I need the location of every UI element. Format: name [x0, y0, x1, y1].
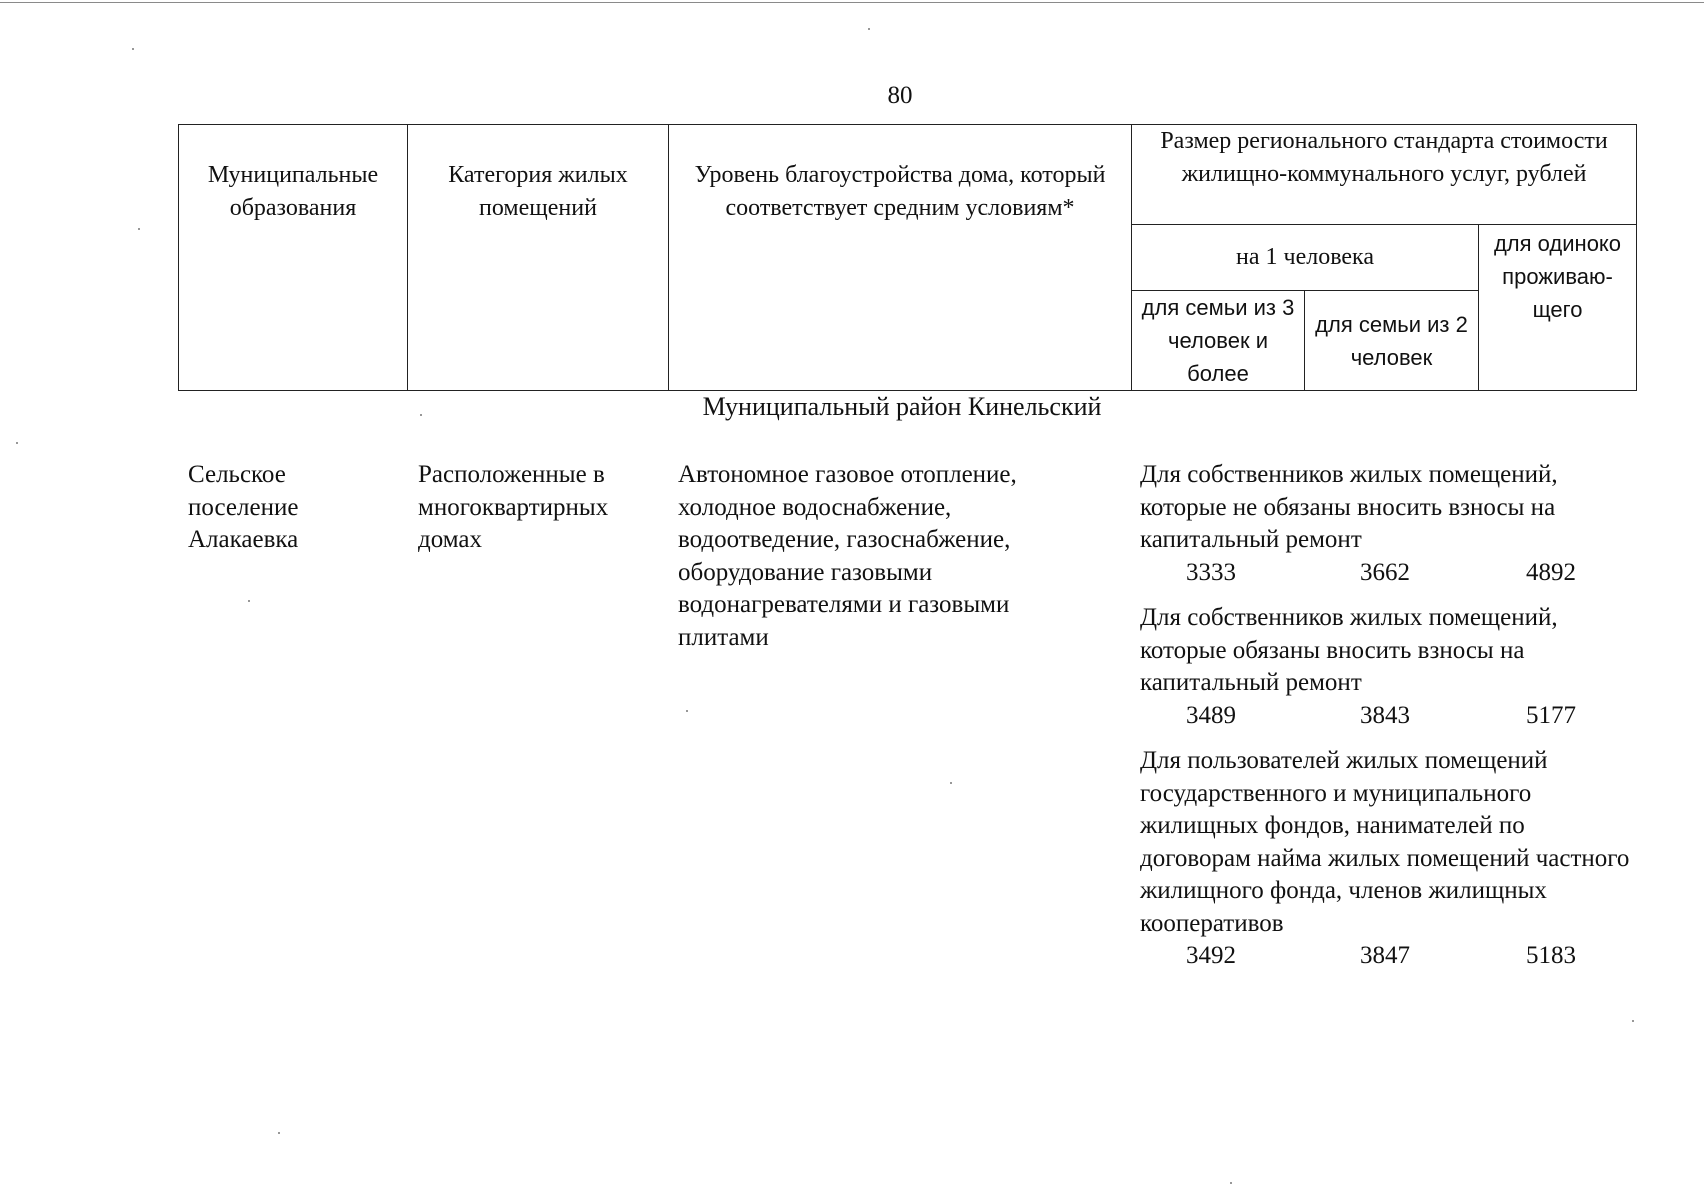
scan-speck	[138, 228, 140, 230]
scan-speck	[1230, 1182, 1232, 1184]
header-single: для одиноко проживаю-щего	[1479, 225, 1637, 391]
header-municipality: Муниципальные образования	[179, 125, 408, 391]
group-values	[1140, 940, 1640, 973]
scan-speck	[868, 28, 870, 30]
scan-speck	[420, 414, 422, 416]
scan-speck	[278, 1132, 280, 1134]
value-family-3: 3489	[1186, 701, 1236, 729]
header-family-2: для семьи из 2 человек	[1305, 291, 1479, 391]
group-label: Для собственников жилых помещений, которые обязаны вносить взносы на капитальный ремонт	[1140, 604, 1558, 696]
value-family-2: 3843	[1360, 701, 1410, 729]
scan-speck	[132, 48, 134, 50]
group-values	[1140, 700, 1640, 733]
page-number: 80	[887, 82, 913, 109]
header-level: Уровень благоустройства дома, который соответствует средним условиям*	[669, 125, 1132, 391]
scan-speck	[950, 782, 952, 784]
value-single: 5177	[1526, 701, 1576, 729]
value-family-3: 3492	[1186, 942, 1236, 969]
header-family-3: для семьи из 3 человек и более	[1132, 291, 1305, 391]
level-cell: Автономное газовое отопление, холодное водоснабжение, водоотведение, газоснабжение, оборудование газовыми водонагревателями и газовыми плитами	[678, 461, 1017, 651]
value-single: 5183	[1526, 942, 1576, 969]
table-header	[178, 124, 1637, 391]
scan-speck	[16, 442, 18, 444]
group-values	[1140, 557, 1640, 590]
district-title: Муниципальный район Кинельский	[702, 392, 1102, 421]
scan-top-border	[0, 2, 1704, 3]
standards-cell	[1140, 459, 1640, 986]
value-family-2: 3847	[1360, 942, 1410, 969]
header-per-person: на 1 человека	[1132, 225, 1479, 291]
category-cell: Расположенные в многоквартирных домах	[418, 461, 609, 553]
municipality-cell: Сельское поселение Алакаевка	[188, 461, 299, 553]
header-standard: Размер регионального стандарта стоимости жилищно-коммунального услуг, рублей	[1132, 125, 1637, 225]
header-category: Категория жилых помещений	[408, 125, 669, 391]
group-label: Для пользователей жилых помещений государственного и муниципального жилищных фондов, нанимателей по договорам найма жилых помещений частного жилищного фонда, членов жилищных кооперативов	[1140, 747, 1630, 937]
standard-group	[1140, 459, 1640, 589]
scan-speck	[1632, 1020, 1634, 1022]
scan-speck	[248, 600, 250, 602]
standard-group	[1140, 745, 1640, 973]
scan-speck	[686, 710, 688, 712]
value-single: 4892	[1526, 558, 1576, 586]
standard-group	[1140, 602, 1640, 732]
value-family-3: 3333	[1186, 558, 1236, 586]
value-family-2: 3662	[1360, 558, 1410, 586]
group-label: Для собственников жилых помещений, которые не обязаны вносить взносы на капитальный ремонт	[1140, 461, 1558, 553]
